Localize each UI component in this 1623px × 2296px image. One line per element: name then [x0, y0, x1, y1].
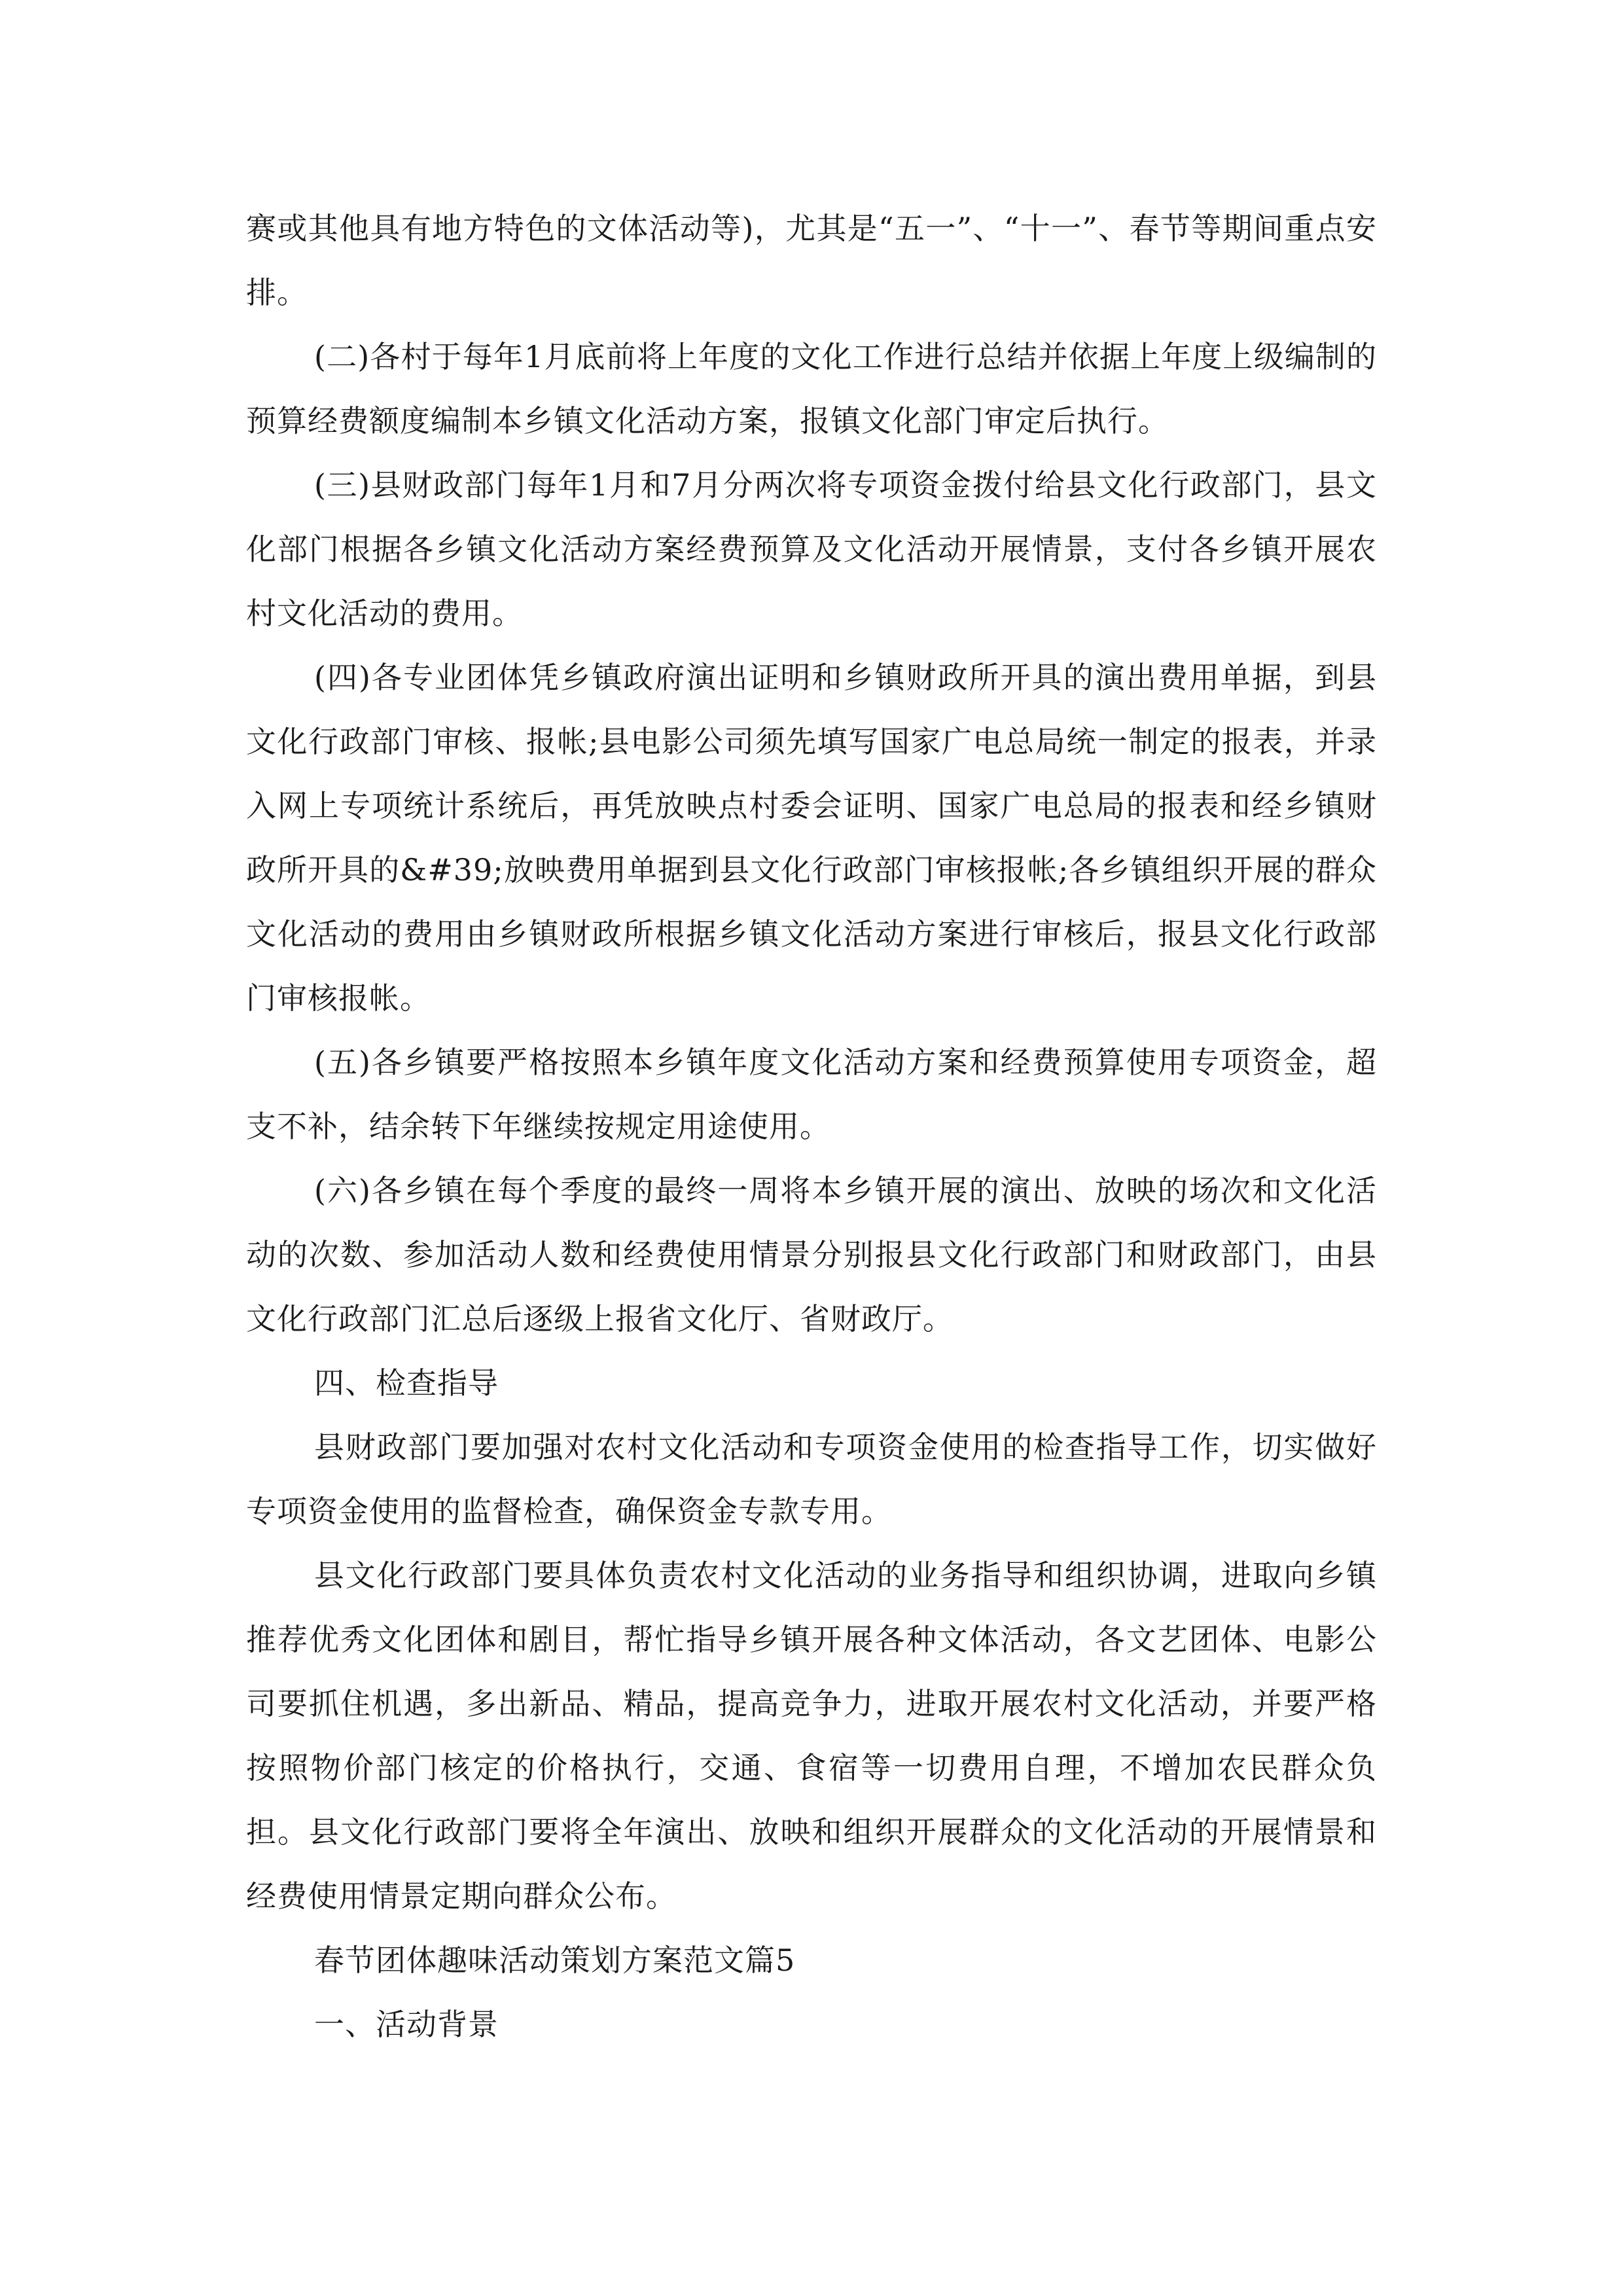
paragraph-6: (六)各乡镇在每个季度的最终一周将本乡镇开展的演出、放映的场次和文化活动的次数、参加活动人数和经费使用情景分别报县文化行政部门和财政部门，由县文化行政部门汇总后逐级上报省文化厅、省财政厅。 [246, 1173, 1377, 1336]
paragraph-7: 县财政部门要加强对农村文化活动和专项资金使用的检查指导工作，切实做好专项资金使用的监督检查，确保资金专款专用。 [246, 1429, 1377, 1529]
paragraph-4: (四)各专业团体凭乡镇政府演出证明和乡镇财政所开具的演出费用单据，到县文化行政部门审核、报帐;县电影公司须先填写国家广电总局统一制定的报表，并录入网上专项统计系统后，再凭放映点村委会证明、国家广电总局的报表和经乡镇财政所开具的&#39;放映费用单据到县文化行政部门审核报帐;各乡镇组织开展的群众文化活动的费用由乡镇财政所根据乡镇文化活动方案进行审核后，报县文化行政部门审核报帐。 [246, 660, 1377, 1016]
paragraph-5: (五)各乡镇要严格按照本乡镇年度文化活动方案和经费预算使用专项资金，超支不补，结余转下年继续按规定用途使用。 [246, 1045, 1377, 1144]
article-title: 春节团体趣味活动策划方案范文篇5 [314, 1943, 796, 1978]
section-heading-inspection: 四、检查指导 [314, 1365, 499, 1401]
document-page [246, 196, 1377, 2056]
paragraph-8: 县文化行政部门要具体负责农村文化活动的业务指导和组织协调，进取向乡镇推荐优秀文化团体和剧目，帮忙指导乡镇开展各种文体活动，各文艺团体、电影公司要抓住机遇，多出新品、精品，提高竞争力，进取开展农村文化活动，并要严格按照物价部门核定的价格执行，交通、食宿等一切费用自理，不增加农民群众负担。县文化行政部门要将全年演出、放映和组织开展群众的文化活动的开展情景和经费使用情景定期向群众公布。 [246, 1558, 1377, 1914]
paragraph-2: (二)各村于每年1月底前将上年度的文化工作进行总结并依据上年度上级编制的预算经费额度编制本乡镇文化活动方案，报镇文化部门审定后执行。 [246, 339, 1377, 439]
paragraph-3: (三)县财政部门每年1月和7月分两次将专项资金拨付给县文化行政部门，县文化部门根据各乡镇文化活动方案经费预算及文化活动开展情景，支付各乡镇开展农村文化活动的费用。 [246, 467, 1377, 631]
paragraph-1: 赛或其他具有地方特色的文体活动等)，尤其是“五一”、“十一”、春节等期间重点安排。 [246, 211, 1377, 310]
section-heading-background: 一、活动背景 [314, 2007, 499, 2042]
